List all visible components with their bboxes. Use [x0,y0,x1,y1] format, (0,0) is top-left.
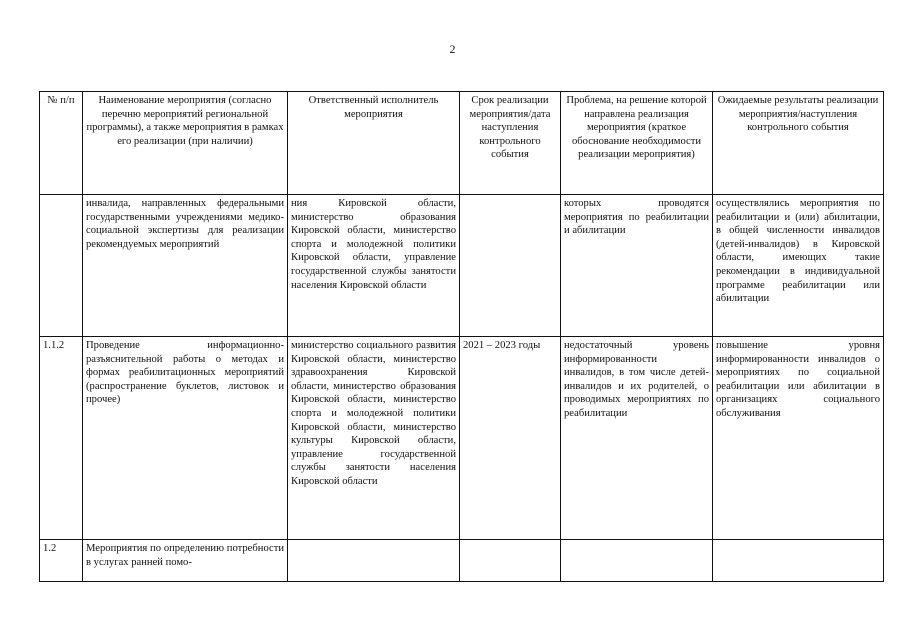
cell-result: осуществлялись мероприятия по реабилитации и (или) абилитации, в общей численности инвалидов (детей-инвалидов) в Кировской области, имеющих такие рекомендации в индивидуальной программе реабилитации или абилитации [713,195,884,337]
cell-num: 1.1.2 [40,337,83,540]
cell-term [460,540,561,582]
cell-executor [288,540,460,582]
cell-name: инвалида, направленных федеральными государственными учреждениями медико-социальной экспертизы для реализации рекомендуемых мероприятий [83,195,288,337]
header-problem: Проблема, на решение которой направлена реализация мероприятия (краткое обоснование необходимости реализации мероприятия) [561,92,713,195]
header-executor: Ответственный исполнитель мероприятия [288,92,460,195]
cell-result: повышение уровня информированности инвалидов о мероприятиях по социальной реабилитации или абилитации в организациях социального обслуживания [713,337,884,540]
cell-problem: недостаточный уровень информированности инвалидов, в том числе детей-инвалидов и их родителей, о проводимых мероприятиях по реабилитации [561,337,713,540]
cell-num [40,195,83,337]
table-header-row [40,92,884,195]
table-row [40,337,884,540]
cell-num: 1.2 [40,540,83,582]
cell-result [713,540,884,582]
cell-executor: министерство социального развития Кировской области, министерство здравоохранения Кировской области, министерство образования Кировской области, министерство спорта и молодежной политики Кировской области, министерство культуры Кировской области, управление государственной службы занятости населения Кировской области [288,337,460,540]
cell-name: Проведение информационно-разъяснительной работы о методах и формах реабилитационных мероприятий (распространение буклетов, листовок и прочее) [83,337,288,540]
page-number: 2 [449,42,456,56]
cell-executor: ния Кировской области, министерство образования Кировской области, министерство спорта и молодежной политики Кировской области, управление государственной службы занятости населения Кировской области [288,195,460,337]
table-row [40,540,884,582]
cell-name: Мероприятия по определению потребности в услугах ранней помо- [83,540,288,582]
table-row [40,195,884,337]
header-term: Срок реализации мероприятия/дата наступления контрольного события [460,92,561,195]
measures-table [39,91,884,582]
header-name: Наименование мероприятия (согласно перечню мероприятий региональной программы), а также мероприятия в рамках его реализации (при наличии) [83,92,288,195]
header-result: Ожидаемые результаты реализации мероприятия/наступления контрольного события [713,92,884,195]
header-num: № п/п [40,92,83,195]
cell-term [460,195,561,337]
cell-problem [561,540,713,582]
cell-term: 2021 – 2023 годы [460,337,561,540]
cell-problem: которых проводятся мероприятия по реабилитации и абилитации [561,195,713,337]
